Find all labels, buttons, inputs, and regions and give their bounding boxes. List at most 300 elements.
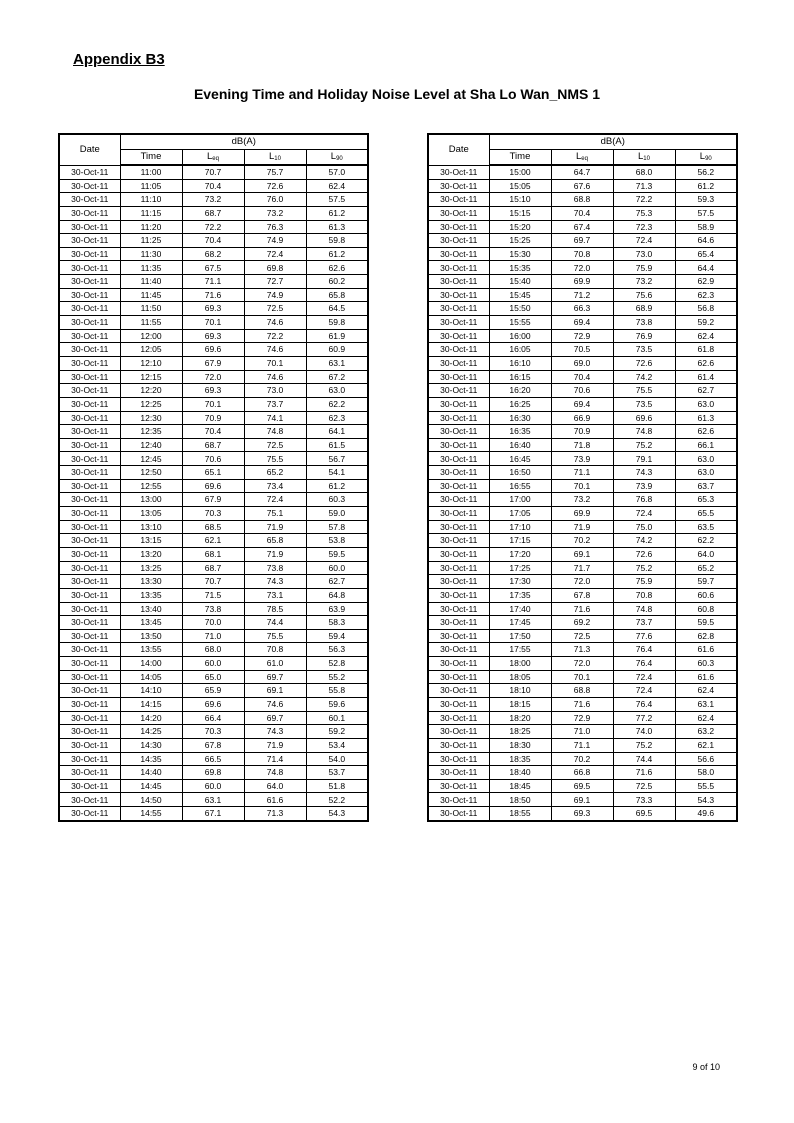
- l90-cell: 62.8: [675, 629, 737, 643]
- leq-cell: 69.4: [551, 316, 613, 330]
- table-row: [59, 575, 368, 589]
- l90-cell: 61.6: [675, 670, 737, 684]
- table-row: [428, 738, 737, 752]
- table-row: [59, 466, 368, 480]
- table-row: [428, 206, 737, 220]
- leq-cell: 69.3: [551, 807, 613, 821]
- leq-cell: 70.0: [182, 616, 244, 630]
- l10-cell: 76.3: [244, 220, 306, 234]
- time-cell: 11:20: [120, 220, 182, 234]
- date-cell: 30-Oct-11: [59, 534, 120, 548]
- table-row: [59, 738, 368, 752]
- date-cell: 30-Oct-11: [59, 411, 120, 425]
- time-cell: 15:10: [489, 193, 551, 207]
- date-cell: 30-Oct-11: [428, 220, 489, 234]
- l10-cell: 72.6: [613, 356, 675, 370]
- leq-header: $L_{eq}$: [182, 150, 244, 166]
- l10-cell: 76.8: [613, 493, 675, 507]
- l10-cell: 68.9: [613, 302, 675, 316]
- leq-cell: 70.5: [551, 343, 613, 357]
- table-row: [428, 479, 737, 493]
- time-cell: 18:10: [489, 684, 551, 698]
- leq-cell: 71.1: [182, 275, 244, 289]
- l90-cell: 62.3: [306, 411, 368, 425]
- l90-cell: 63.0: [675, 397, 737, 411]
- table-row: [59, 670, 368, 684]
- time-cell: 12:10: [120, 356, 182, 370]
- date-cell: 30-Oct-11: [59, 206, 120, 220]
- date-cell: 30-Oct-11: [59, 438, 120, 452]
- table-row: [59, 616, 368, 630]
- l90-cell: 60.8: [675, 602, 737, 616]
- l10-cell: 69.7: [244, 711, 306, 725]
- table-row: [428, 629, 737, 643]
- table-row: [59, 343, 368, 357]
- l90-cell: 54.1: [306, 466, 368, 480]
- table-row: [428, 711, 737, 725]
- l90-cell: 64.6: [675, 234, 737, 248]
- date-cell: 30-Oct-11: [59, 725, 120, 739]
- l10-cell: 74.0: [613, 725, 675, 739]
- leq-cell: 73.8: [182, 602, 244, 616]
- l10-cell: 73.2: [613, 275, 675, 289]
- l10-cell: 75.3: [613, 206, 675, 220]
- l90-cell: 62.3: [675, 288, 737, 302]
- time-cell: 13:45: [120, 616, 182, 630]
- l90-cell: 62.6: [675, 356, 737, 370]
- l90-cell: 49.6: [675, 807, 737, 821]
- l10-cell: 74.3: [244, 725, 306, 739]
- time-cell: 15:35: [489, 261, 551, 275]
- time-cell: 16:05: [489, 343, 551, 357]
- leq-cell: 69.6: [182, 479, 244, 493]
- time-cell: 13:00: [120, 493, 182, 507]
- date-cell: 30-Oct-11: [59, 697, 120, 711]
- time-cell: 18:55: [489, 807, 551, 821]
- time-cell: 12:55: [120, 479, 182, 493]
- date-cell: 30-Oct-11: [59, 397, 120, 411]
- l90-cell: 64.1: [306, 425, 368, 439]
- leq-cell: 70.6: [551, 384, 613, 398]
- time-cell: 12:25: [120, 397, 182, 411]
- leq-cell: 70.8: [551, 247, 613, 261]
- l90-cell: 61.2: [306, 479, 368, 493]
- l10-cell: 71.9: [244, 738, 306, 752]
- table-row: [59, 507, 368, 521]
- table-row: [428, 493, 737, 507]
- table-row: [428, 725, 737, 739]
- date-cell: 30-Oct-11: [428, 684, 489, 698]
- time-cell: 11:40: [120, 275, 182, 289]
- l10-cell: 61.0: [244, 657, 306, 671]
- leq-cell: 70.7: [182, 575, 244, 589]
- l90-cell: 62.6: [675, 425, 737, 439]
- time-cell: 11:15: [120, 206, 182, 220]
- l90-cell: 61.9: [306, 329, 368, 343]
- table-row: [428, 438, 737, 452]
- date-cell: 30-Oct-11: [59, 616, 120, 630]
- l10-cell: 70.8: [613, 588, 675, 602]
- leq-cell: 69.2: [551, 616, 613, 630]
- time-cell: 14:15: [120, 697, 182, 711]
- date-cell: 30-Oct-11: [428, 316, 489, 330]
- time-cell: 12:05: [120, 343, 182, 357]
- leq-cell: 70.2: [551, 752, 613, 766]
- leq-header: $L_{eq}$: [551, 150, 613, 166]
- leq-cell: 69.6: [182, 697, 244, 711]
- l10-header: $L_{10}$: [613, 150, 675, 166]
- leq-cell: 65.9: [182, 684, 244, 698]
- leq-cell: 71.1: [551, 738, 613, 752]
- l90-cell: 53.8: [306, 534, 368, 548]
- time-cell: 17:20: [489, 547, 551, 561]
- time-cell: 14:45: [120, 779, 182, 793]
- leq-cell: 71.0: [551, 725, 613, 739]
- l10-cell: 74.3: [613, 466, 675, 480]
- l10-cell: 71.9: [244, 547, 306, 561]
- date-cell: 30-Oct-11: [59, 466, 120, 480]
- l10-cell: 74.8: [244, 425, 306, 439]
- l90-cell: 60.2: [306, 275, 368, 289]
- time-cell: 12:30: [120, 411, 182, 425]
- leq-cell: 71.6: [551, 602, 613, 616]
- date-cell: 30-Oct-11: [59, 343, 120, 357]
- date-cell: 30-Oct-11: [428, 697, 489, 711]
- time-cell: 15:00: [489, 165, 551, 179]
- table-row: [59, 725, 368, 739]
- l90-cell: 55.5: [675, 779, 737, 793]
- table-row: [428, 397, 737, 411]
- date-cell: 30-Oct-11: [59, 561, 120, 575]
- time-cell: 16:20: [489, 384, 551, 398]
- leq-cell: 60.0: [182, 657, 244, 671]
- l90-cell: 61.8: [675, 343, 737, 357]
- time-cell: 12:40: [120, 438, 182, 452]
- l10-cell: 70.1: [244, 356, 306, 370]
- l10-cell: 74.6: [244, 697, 306, 711]
- l10-cell: 74.1: [244, 411, 306, 425]
- date-cell: 30-Oct-11: [428, 629, 489, 643]
- leq-cell: 66.5: [182, 752, 244, 766]
- l90-cell: 62.7: [306, 575, 368, 589]
- table-row: [59, 329, 368, 343]
- leq-cell: 71.6: [182, 288, 244, 302]
- table-row: [428, 697, 737, 711]
- leq-cell: 72.9: [551, 711, 613, 725]
- time-cell: 12:50: [120, 466, 182, 480]
- l90-cell: 58.3: [306, 616, 368, 630]
- time-cell: 17:00: [489, 493, 551, 507]
- l90-cell: 65.2: [675, 561, 737, 575]
- time-cell: 17:05: [489, 507, 551, 521]
- table-body-right: [428, 165, 737, 821]
- time-cell: 13:50: [120, 629, 182, 643]
- l90-cell: 59.2: [306, 725, 368, 739]
- table-row: [428, 356, 737, 370]
- date-cell: 30-Oct-11: [428, 261, 489, 275]
- l10-cell: 70.8: [244, 643, 306, 657]
- time-cell: 14:40: [120, 766, 182, 780]
- leq-cell: 69.9: [551, 507, 613, 521]
- l90-cell: 64.8: [306, 588, 368, 602]
- l90-cell: 61.6: [675, 643, 737, 657]
- table-row: [59, 534, 368, 548]
- time-cell: 14:20: [120, 711, 182, 725]
- table-row: [428, 616, 737, 630]
- time-header: Time: [120, 150, 182, 166]
- l10-cell: 69.1: [244, 684, 306, 698]
- time-cell: 14:50: [120, 793, 182, 807]
- l90-cell: 65.4: [675, 247, 737, 261]
- l10-cell: 74.9: [244, 288, 306, 302]
- table-row: [428, 534, 737, 548]
- l90-cell: 57.8: [306, 520, 368, 534]
- date-cell: 30-Oct-11: [59, 520, 120, 534]
- l90-cell: 52.2: [306, 793, 368, 807]
- l90-cell: 61.2: [675, 179, 737, 193]
- l90-cell: 52.8: [306, 657, 368, 671]
- time-cell: 14:25: [120, 725, 182, 739]
- l90-cell: 59.5: [306, 547, 368, 561]
- l90-cell: 59.6: [306, 697, 368, 711]
- time-cell: 14:30: [120, 738, 182, 752]
- l10-cell: 71.3: [244, 807, 306, 821]
- table-row: [59, 588, 368, 602]
- l90-cell: 60.1: [306, 711, 368, 725]
- l90-cell: 61.3: [306, 220, 368, 234]
- time-cell: 17:25: [489, 561, 551, 575]
- date-cell: 30-Oct-11: [428, 738, 489, 752]
- date-cell: 30-Oct-11: [59, 384, 120, 398]
- date-cell: 30-Oct-11: [428, 452, 489, 466]
- dba-group-header: dB(A): [120, 134, 368, 150]
- leq-cell: 68.8: [551, 684, 613, 698]
- date-cell: 30-Oct-11: [428, 466, 489, 480]
- l90-cell: 60.0: [306, 561, 368, 575]
- table-row: [59, 779, 368, 793]
- l90-cell: 63.0: [306, 384, 368, 398]
- time-cell: 18:40: [489, 766, 551, 780]
- time-cell: 12:00: [120, 329, 182, 343]
- table-row: [428, 316, 737, 330]
- date-header: Date: [428, 134, 489, 165]
- date-cell: 30-Oct-11: [428, 575, 489, 589]
- table-row: [59, 643, 368, 657]
- table-row: [428, 657, 737, 671]
- time-cell: 11:50: [120, 302, 182, 316]
- l10-cell: 72.2: [244, 329, 306, 343]
- l10-cell: 75.5: [613, 384, 675, 398]
- table-row: [59, 316, 368, 330]
- l10-cell: 72.4: [613, 670, 675, 684]
- date-cell: 30-Oct-11: [428, 411, 489, 425]
- time-cell: 14:35: [120, 752, 182, 766]
- date-cell: 30-Oct-11: [428, 234, 489, 248]
- l10-cell: 76.9: [613, 329, 675, 343]
- l10-cell: 69.6: [613, 411, 675, 425]
- time-cell: 17:30: [489, 575, 551, 589]
- table-row: [428, 507, 737, 521]
- date-cell: 30-Oct-11: [59, 547, 120, 561]
- date-cell: 30-Oct-11: [59, 452, 120, 466]
- leq-cell: 70.4: [182, 425, 244, 439]
- date-cell: 30-Oct-11: [428, 643, 489, 657]
- l10-cell: 73.0: [244, 384, 306, 398]
- l90-cell: 60.9: [306, 343, 368, 357]
- time-cell: 14:55: [120, 807, 182, 821]
- l10-cell: 75.2: [613, 738, 675, 752]
- l90-cell: 59.0: [306, 507, 368, 521]
- page-number: 9 of 10: [692, 1062, 720, 1072]
- date-cell: 30-Oct-11: [59, 479, 120, 493]
- date-cell: 30-Oct-11: [59, 179, 120, 193]
- dba-group-header: dB(A): [489, 134, 737, 150]
- date-cell: 30-Oct-11: [59, 657, 120, 671]
- leq-cell: 69.3: [182, 329, 244, 343]
- leq-cell: 69.3: [182, 302, 244, 316]
- time-cell: 13:40: [120, 602, 182, 616]
- l90-cell: 62.4: [675, 711, 737, 725]
- l90-cell: 64.5: [306, 302, 368, 316]
- table-row: [59, 520, 368, 534]
- l10-cell: 75.6: [613, 288, 675, 302]
- table-row: [428, 234, 737, 248]
- time-cell: 11:35: [120, 261, 182, 275]
- l10-cell: 74.9: [244, 234, 306, 248]
- leq-cell: 67.5: [182, 261, 244, 275]
- time-cell: 15:30: [489, 247, 551, 261]
- date-cell: 30-Oct-11: [428, 507, 489, 521]
- date-cell: 30-Oct-11: [59, 684, 120, 698]
- leq-cell: 71.1: [551, 466, 613, 480]
- table-row: [59, 220, 368, 234]
- leq-cell: 63.1: [182, 793, 244, 807]
- table-row: [428, 807, 737, 821]
- l10-cell: 74.6: [244, 316, 306, 330]
- l10-cell: 75.0: [613, 520, 675, 534]
- time-cell: 15:20: [489, 220, 551, 234]
- date-cell: 30-Oct-11: [59, 752, 120, 766]
- leq-cell: 68.1: [182, 547, 244, 561]
- l10-cell: 74.8: [244, 766, 306, 780]
- l10-cell: 75.9: [613, 575, 675, 589]
- time-cell: 13:10: [120, 520, 182, 534]
- time-cell: 13:15: [120, 534, 182, 548]
- table-body-left: [59, 165, 368, 821]
- date-cell: 30-Oct-11: [59, 329, 120, 343]
- l10-cell: 64.0: [244, 779, 306, 793]
- table-row: [59, 766, 368, 780]
- table-row: [428, 670, 737, 684]
- leq-cell: 65.1: [182, 466, 244, 480]
- date-cell: 30-Oct-11: [428, 520, 489, 534]
- l90-cell: 56.2: [675, 165, 737, 179]
- l10-cell: 73.3: [613, 793, 675, 807]
- l10-cell: 65.8: [244, 534, 306, 548]
- table-row: [428, 411, 737, 425]
- table-row: [428, 766, 737, 780]
- time-cell: 16:40: [489, 438, 551, 452]
- table-row: [59, 493, 368, 507]
- time-cell: 16:00: [489, 329, 551, 343]
- time-cell: 18:00: [489, 657, 551, 671]
- date-cell: 30-Oct-11: [428, 329, 489, 343]
- leq-cell: 69.7: [551, 234, 613, 248]
- leq-cell: 68.7: [182, 561, 244, 575]
- date-cell: 30-Oct-11: [428, 670, 489, 684]
- l90-cell: 67.2: [306, 370, 368, 384]
- leq-cell: 70.7: [182, 165, 244, 179]
- l90-cell: 65.8: [306, 288, 368, 302]
- time-cell: 17:55: [489, 643, 551, 657]
- l10-cell: 74.4: [613, 752, 675, 766]
- l10-cell: 73.5: [613, 343, 675, 357]
- date-cell: 30-Oct-11: [428, 534, 489, 548]
- date-cell: 30-Oct-11: [59, 807, 120, 821]
- table-row: [59, 411, 368, 425]
- table-row: [428, 384, 737, 398]
- l10-cell: 74.6: [244, 370, 306, 384]
- table-row: [59, 629, 368, 643]
- l90-cell: 64.0: [675, 547, 737, 561]
- table-row: [428, 643, 737, 657]
- l90-cell: 56.3: [306, 643, 368, 657]
- date-cell: 30-Oct-11: [59, 247, 120, 261]
- l10-cell: 73.8: [244, 561, 306, 575]
- time-cell: 18:05: [489, 670, 551, 684]
- time-cell: 14:05: [120, 670, 182, 684]
- l90-cell: 59.8: [306, 234, 368, 248]
- l90-cell: 59.3: [675, 193, 737, 207]
- time-cell: 14:00: [120, 657, 182, 671]
- l10-cell: 78.5: [244, 602, 306, 616]
- l10-cell: 71.6: [613, 766, 675, 780]
- leq-cell: 70.4: [551, 370, 613, 384]
- time-cell: 12:45: [120, 452, 182, 466]
- l90-cell: 63.2: [675, 725, 737, 739]
- l10-cell: 76.4: [613, 697, 675, 711]
- l90-cell: 63.0: [675, 466, 737, 480]
- leq-cell: 70.1: [551, 479, 613, 493]
- l90-cell: 53.4: [306, 738, 368, 752]
- leq-cell: 68.7: [182, 438, 244, 452]
- page-title: Evening Time and Holiday Noise Level at Sha Lo Wan_NMS 1: [193, 86, 601, 102]
- l90-cell: 60.3: [306, 493, 368, 507]
- l90-cell: 57.5: [306, 193, 368, 207]
- leq-cell: 66.9: [551, 411, 613, 425]
- l10-cell: 74.2: [613, 370, 675, 384]
- date-cell: 30-Oct-11: [428, 588, 489, 602]
- l10-cell: 75.5: [244, 629, 306, 643]
- date-cell: 30-Oct-11: [59, 425, 120, 439]
- l90-cell: 65.3: [675, 493, 737, 507]
- leq-cell: 69.5: [551, 779, 613, 793]
- date-cell: 30-Oct-11: [59, 643, 120, 657]
- table-row: [59, 261, 368, 275]
- l10-cell: 69.8: [244, 261, 306, 275]
- date-cell: 30-Oct-11: [59, 193, 120, 207]
- leq-cell: 70.3: [182, 725, 244, 739]
- leq-cell: 69.6: [182, 343, 244, 357]
- time-cell: 18:25: [489, 725, 551, 739]
- table-row: [428, 602, 737, 616]
- table-row: [59, 165, 368, 179]
- time-cell: 16:10: [489, 356, 551, 370]
- leq-cell: 70.4: [182, 179, 244, 193]
- l10-cell: 73.1: [244, 588, 306, 602]
- l90-cell: 63.0: [675, 452, 737, 466]
- date-cell: 30-Oct-11: [59, 316, 120, 330]
